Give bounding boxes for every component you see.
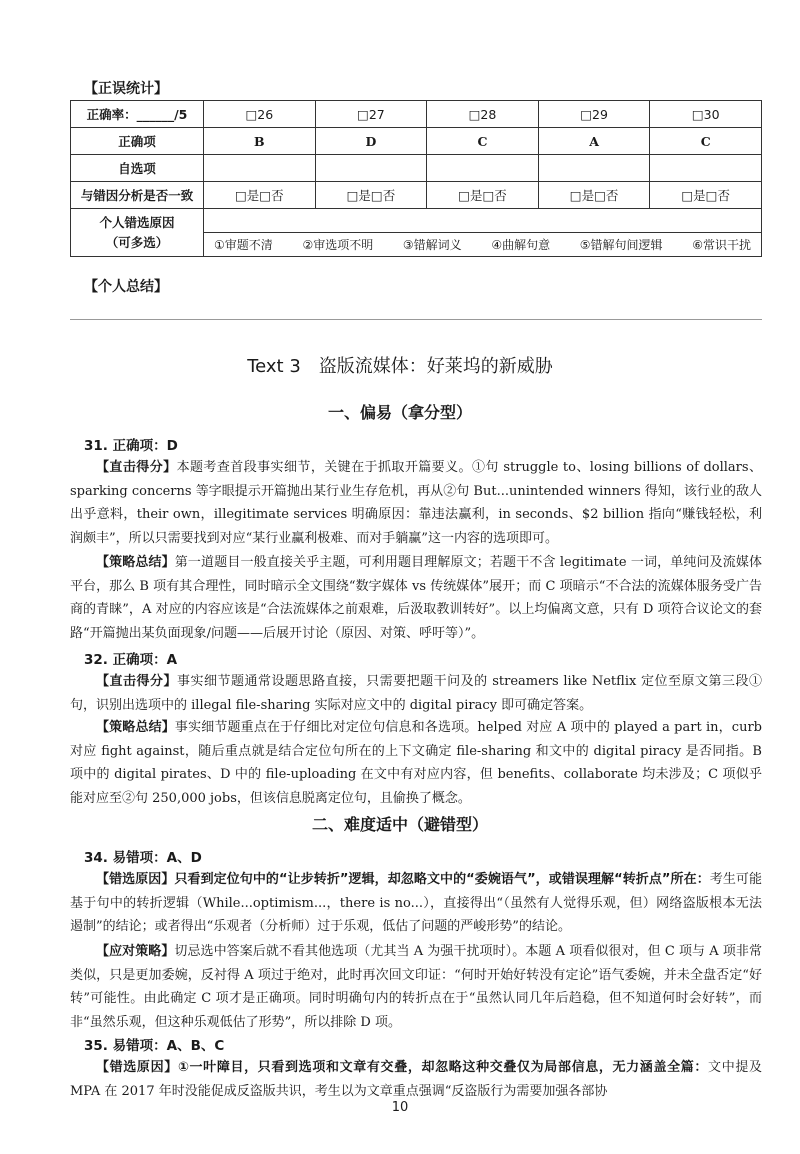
reason-option[interactable]: ⑥常识干扰 (692, 238, 751, 252)
chosen-cell[interactable] (538, 155, 650, 182)
chosen-label: 自选项 (71, 155, 204, 182)
correct-answer: D (315, 128, 427, 155)
tag: 【策略总结】 (96, 555, 175, 570)
q34-head: 34. 易错项：A、D (84, 850, 202, 866)
text: 本题考查首段事实细节，关键在于抓取开篇要义。①句 struggle to、losing billions of dollars、sparking concerns 等字眼提示开篇抛出某行业生存危机，再从②句 But...unintended winners 得知，该行业的敌人出乎意料，their own，illegitimate services 明确原因：靠违法赢利，in seconds、$2 billion 指向“赚钱轻松，利润颇丰”，所以只需要找到对应“某行业赢利极难、而对手躺赢”这一内容的选项即可。 (70, 460, 762, 546)
tag: 【直击得分】 (96, 674, 178, 689)
yes-no-checkbox[interactable]: □是□否 (650, 182, 762, 209)
text: 第一道题目一般直接关乎主题，可利用题目理解原文；若题干不含 legitimate 一词，单纯问及流媒体平台，那么 B 项有其合理性，同时暗示全文围绕“数字媒体 vs 传统媒体”展开；而 C 项暗示“不合法的流媒体服务受广告商的青睐”，A 对应的内容应该是“合法流媒体之前艰难，后汲取教训转好”。以上均偏离文意，只有 D 项符合议论文的套路“开篇抛出某负面现象/问题——后展开讨论（原因、对策、呼吁等）”。 (70, 555, 762, 641)
section1-title: 一、偏易（拿分型） (327, 403, 472, 422)
yes-no-checkbox[interactable]: □是□否 (315, 182, 427, 209)
correct-answer: A (538, 128, 650, 155)
chosen-cell[interactable] (315, 155, 427, 182)
yes-no-checkbox[interactable]: □是□否 (538, 182, 650, 209)
section2-title: 二、难度适中（避错型） (311, 815, 488, 834)
question-checkbox[interactable]: □26 (204, 101, 316, 128)
tag: 【错选原因】 (96, 1060, 178, 1075)
bold-text: ①一叶障目，只看到选项和文章有交叠，却忽略这种交叠仅为局部信息，无力涵盖全篇： (177, 1060, 709, 1075)
text: 文中提及 MPA 在 2017 年时没能促成反盗版共识，考生以为文章重点强调“反盗版行为需要加强各部协 (70, 1060, 762, 1099)
correct-label: 正确项 (71, 128, 204, 155)
reason-label (71, 209, 204, 257)
q31-paragraph1 (70, 456, 762, 550)
q32-paragraph2 (70, 716, 762, 810)
chosen-cell[interactable] (650, 155, 762, 182)
accuracy-label: 正确率：______/5 (71, 101, 204, 128)
reason-options (204, 233, 762, 257)
q32-paragraph1 (70, 670, 762, 717)
reason-option[interactable]: ④曲解句意 (491, 238, 551, 252)
question-checkbox[interactable]: □27 (315, 101, 427, 128)
q31-paragraph2 (70, 551, 762, 645)
q34-paragraph1 (70, 868, 762, 939)
tag: 【应对策略】 (96, 944, 175, 959)
page-title: Text 3 盗版流媒体：好莱坞的新威胁 (247, 356, 553, 377)
reason-label-line2: （可多选） (105, 234, 169, 250)
reason-option[interactable]: ③错解词义 (402, 238, 462, 252)
correct-answer: C (650, 128, 762, 155)
yes-no-checkbox[interactable]: □是□否 (204, 182, 316, 209)
reason-option[interactable]: ⑤错解句间逻辑 (579, 238, 663, 252)
yes-no-checkbox[interactable]: □是□否 (427, 182, 539, 209)
consistency-label: 与错因分析是否一致 (71, 182, 204, 209)
reason-blank[interactable] (204, 209, 762, 233)
reason-label-line1: 个人错选原因 (99, 214, 175, 230)
q34-paragraph2 (70, 940, 762, 1034)
tag: 【直击得分】 (96, 460, 177, 475)
question-checkbox[interactable]: □28 (427, 101, 539, 128)
tag: 【策略总结】 (96, 720, 175, 735)
q35-paragraph1 (70, 1056, 762, 1103)
q32-head: 32. 正确项：A (84, 652, 178, 668)
chosen-cell[interactable] (204, 155, 316, 182)
page-number: 10 (391, 1100, 409, 1115)
q31-head: 31. 正确项：D (84, 438, 178, 454)
correct-answer: B (204, 128, 316, 155)
bold-text: 只看到定位句中的“让步转折”逻辑，却忽略文中的“委婉语气”，或错误理解“转折点”所在： (174, 872, 710, 887)
question-checkbox[interactable]: □29 (538, 101, 650, 128)
error-stats-label: 【正误统计】 (84, 81, 168, 97)
text: 切忌选中答案后就不看其他选项（尤其当 A 为强干扰项时）。本题 A 项看似很对，但 C 项与 A 项非常类似，只是更加委婉，反衬得 A 项过于绝对，此时再次回文印证：“何时开始好转没有定论”语气委婉，并未全盘否定“好转”可能性。由此确定 C 项才是正确项。同时明确句内的转折点在于“虽然认同几年后趋稳，但不知道何时会好转”，而非“虽然乐观，但这种乐观低估了形势”，所以排除 D 项。 (70, 944, 762, 1030)
q35-head: 35. 易错项：A、B、C (84, 1038, 225, 1054)
text: 事实细节题重点在于仔细比对定位句信息和各选项。helped 对应 A 项中的 played a part in，curb 对应 fight against，随后重点就是结合定位句所在的上下文确定 file-sharing 和文中的 digital piracy 是否同指。B 项中的 digital pirates、D 中的 file-uploading 在文中有对应内容，但 benefits、collaborate 均未涉及；C 项似乎能对应至②句 250,000 jobs，但该信息脱离定位句，且偷换了概念。 (70, 720, 762, 806)
question-checkbox[interactable]: □30 (650, 101, 762, 128)
chosen-cell[interactable] (427, 155, 539, 182)
text: 考生可能基于句中的转折逻辑（While...optimism...，there is no...），直接得出“（虽然有人觉得乐观，但）网络盗版根本无法遏制”的结论；或者得出“乐观者（分析师）过于乐观，低估了问题的严峻形势”的结论。 (70, 872, 762, 934)
text: 事实细节题通常设题思路直接，只需要把题干问及的 streamers like Netflix 定位至原文第三段①句，识别出选项中的 illegal file-sharing 实际对应文中的 digital piracy 即可确定答案。 (70, 674, 762, 713)
summary-line (70, 319, 762, 320)
error-stats-table (70, 100, 762, 257)
correct-answer: C (427, 128, 539, 155)
reason-option[interactable]: ①审题不清 (214, 238, 273, 252)
reason-option[interactable]: ②审选项不明 (302, 238, 374, 252)
tag: 【错选原因】 (96, 872, 175, 887)
summary-label: 【个人总结】 (84, 279, 168, 295)
